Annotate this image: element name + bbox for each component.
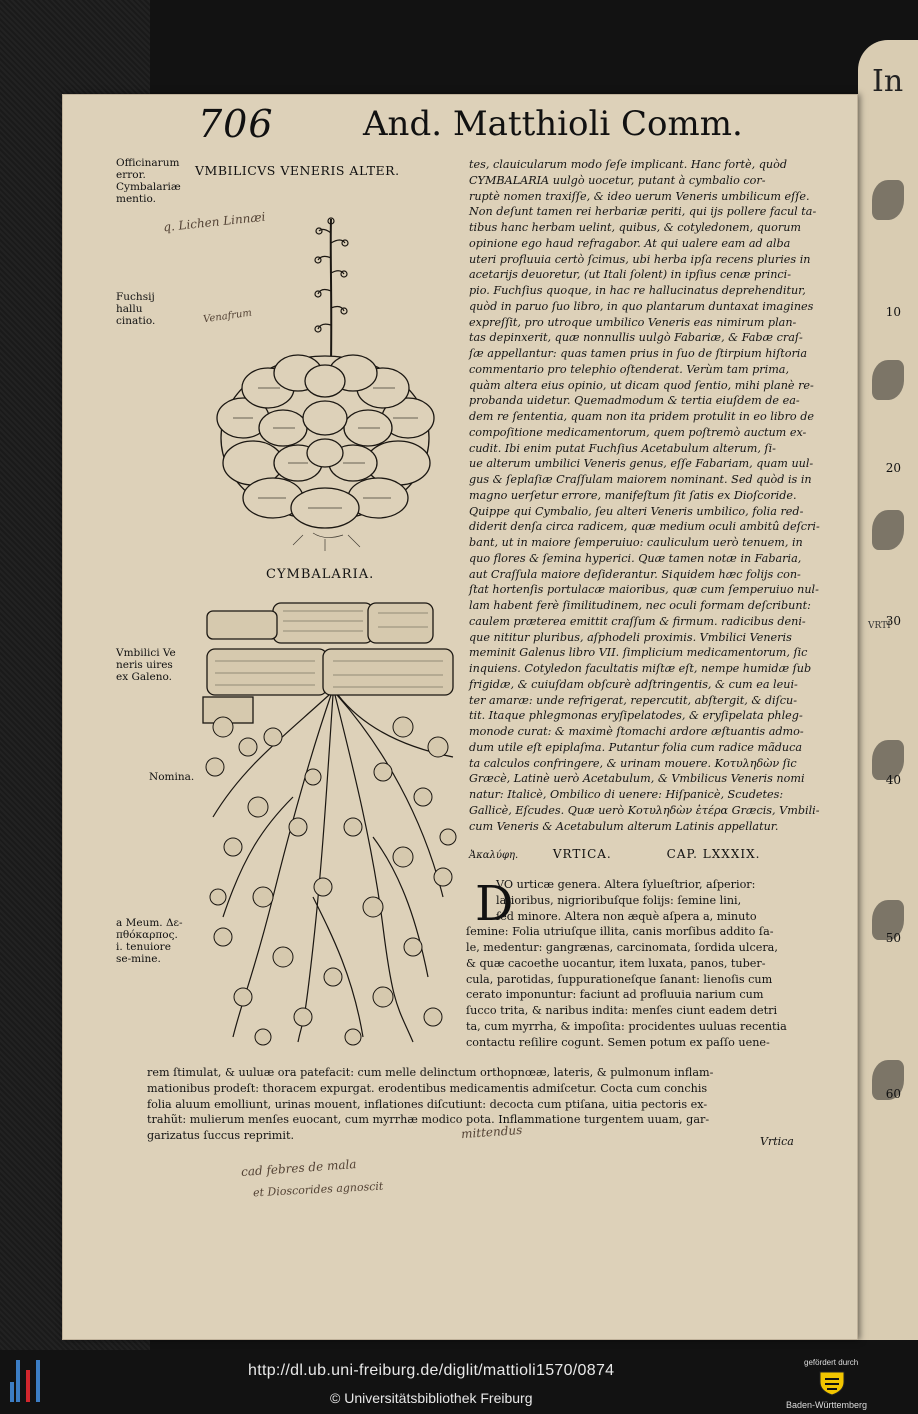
text-line: quàm altera eius opinio, ut dicam quod ſentio, mihi planè re-: [469, 378, 814, 392]
text-line: meminit Galenus libro VII. ſimplicium medicamentorum, ſic: [469, 646, 808, 660]
chapter-title: VRTICA.: [552, 847, 612, 861]
funder-name: Baden-Württemberg: [786, 1400, 868, 1410]
facing-page-initial: In: [872, 64, 904, 99]
document-url[interactable]: http://dl.ub.uni-freiburg.de/diglit/mattioli1570/0874: [248, 1362, 615, 1379]
viewer-footer: [0, 1350, 900, 1414]
text-line: diderit denſa circa radicem, quæ medium oculi ambitû deſcri-: [469, 520, 820, 534]
text-line: ta calculos confringere, & urinam mouere. Κοτυληδὼν ſic: [469, 756, 797, 770]
library-logo-icon: [10, 1360, 46, 1402]
text-line: magno uerſetur errore, manifeſtum ſit ſatis ex Dioſcoride.: [469, 488, 797, 502]
line-number: 20: [885, 461, 901, 475]
text-line: latioribus, nigrioribuſque folijs: ſemine lini,: [496, 893, 742, 907]
text-line: compoſitione medicamentorum, quem poſtremò auctum ex-: [469, 425, 807, 439]
text-line: que nititur pluribus, aſphodeli proximis. Vmbilici Veneris: [469, 630, 792, 644]
text-line: cum Veneris & Acetabulum alterum Latinis appellatur.: [469, 819, 779, 833]
text-line: dem re ſententia, quam non ita pridem protulit in eo libro de: [469, 410, 814, 423]
book-page: [62, 94, 901, 1340]
umbilicus-veneris-woodcut: [203, 597, 461, 1055]
facing-page-edge: [858, 40, 918, 1340]
text-line: Gallicè, Eſcudes. Quæ uerò Κοτυληδὼν ἑτέρα Græcis, Vmbili-: [469, 803, 820, 817]
text-line: frigidæ, & cuiuſdam obſcurè adſtringentis, & cum ea leui-: [469, 677, 798, 691]
handwritten-annotation: Venafrum: [202, 307, 253, 326]
facing-leaf-illustration: [872, 510, 904, 550]
text-line: bant, ut in maiore ſemperuiuo: cauliculum uerò tenuem, in: [469, 536, 803, 549]
text-line: tibus hanc herbam uelint, quibus, & cotyledonem, quorum: [469, 221, 802, 234]
text-line: rem ſtimulat, & uuluæ ora patefacit: cum melle delinctum orthopnœæ, lateris, & pulmonum inflam-: [147, 1066, 714, 1079]
catchword: Vrtica: [760, 1135, 794, 1148]
text-line: dum utile eſt epiplaſma. Putantur folia cum radice mãduca: [469, 740, 803, 754]
text-line: lam habent ferè ſimilitudinem, nec oculi formam deſcribunt:: [469, 599, 811, 612]
cymbalaria-woodcut: [213, 213, 438, 553]
facing-leaf-illustration: [872, 180, 904, 220]
text-line: ter amaræ: unde refrigerat, repercutit, abſtergit, & diſcu-: [469, 693, 798, 707]
line-number: 30: [885, 614, 901, 628]
handwritten-annotation: cad febres de mala: [240, 1156, 357, 1180]
text-line: caulem præterea emittit craſſum & firmum. radicibus deni-: [469, 614, 806, 628]
chapter-heading: [469, 847, 799, 861]
text-line: gus & ſeplaſiæ Craſſulam maiorem nominant. Sed quòd is in: [469, 473, 812, 486]
text-line: ſemine: Folia utriuſque illita, canis morſibus addito ſa-: [466, 925, 774, 939]
figure-title: VMBILICVS VENERIS ALTER.: [195, 163, 400, 178]
chapter-number: CAP. LXXXIX.: [666, 847, 761, 861]
line-number: 50: [885, 931, 901, 945]
text-line: & quæ cacoethe uocantur, item luxata, panos, tuber-: [466, 956, 766, 970]
line-number: 60: [885, 1087, 901, 1101]
text-line: ta, cum myrrha, & impoſita: procidentes uuluas recentia: [466, 1019, 787, 1033]
text-line: Græcè, Latinè uerò Acetabulum, & Vmbilicus Veneris nomi: [469, 772, 805, 786]
text-line: commentario pro telephio oſtenderat. Verùm tam prima,: [469, 362, 790, 376]
chapter-text-column: [466, 877, 799, 1050]
main-text-column: [469, 157, 820, 834]
text-line: VO urticæ genera. Altera ſylueſtrior, aſperior:: [496, 878, 756, 891]
text-line: Non deſunt tamen rei herbariæ periti, qui ijs pollere facul ta-: [469, 205, 817, 219]
handwritten-annotation: q. Lichen Linnæi: [162, 209, 267, 235]
text-line: cula, parotidas, ſuppurationeſque ſanant: lienoſis cum: [466, 972, 773, 986]
text-line: monode curat: & maximè ſtomachi ardore æſtuantis admo-: [469, 725, 804, 738]
text-line: ue alterum umbilici Veneris genus, eſſe Fabariam, quam uul-: [469, 457, 814, 471]
text-line: CYMBALARIA uulgò uocetur, putant à cymbalio cor-: [469, 173, 766, 187]
handwritten-annotation: mittendus: [460, 1122, 523, 1142]
text-line: cudit. Ibi enim putat Fuchſius Acetabulum alterum, ſi-: [469, 441, 776, 455]
text-line: tes, clauicularum modo ſeſe implicant. Hanc fortè, quòd: [469, 158, 788, 171]
text-line: ruptè nomen traxiſſe, & ideo uerum Veneris umbilicum eſſe.: [469, 189, 810, 203]
line-number: 40: [885, 773, 901, 787]
text-line: ſed minore. Altera non æquè aſpera a, minuto: [496, 909, 757, 923]
text-line: tit. Itaque phlegmonas eryſipelatodes, & eryſipelata phleg-: [469, 709, 803, 723]
text-line: mationibus prodeſt: thoracem expurgat. erodentibus medicamentis admiſcetur. Cocta cum conchis: [147, 1081, 708, 1095]
figure-caption: CYMBALARIA.: [266, 567, 375, 582]
drop-capital: D: [475, 876, 514, 932]
handwritten-annotation: et Dioscorides agnoscit: [252, 1179, 384, 1200]
page-number: 706: [198, 102, 274, 146]
text-line: acetarijs deuoretur, (ut Itali ſolent) in ipſius cenæ princi-: [469, 268, 792, 282]
margin-note: Vmbilici Ve neris uires ex Galeno.: [116, 647, 176, 683]
text-line: ſucco trita, & naribus indita: menſes ciunt eadem detri: [466, 1004, 778, 1017]
text-line: quo flores & ſemina hyperici. Quæ tamen notæ in Fabaria,: [469, 551, 802, 565]
text-line: uteri profluuia certò ſcimus, ubi herba ipſa recens pluries in: [469, 252, 811, 266]
margin-note: Fuchsij hallu cinatio.: [116, 291, 156, 327]
text-line: folia aluum emolliunt, urinas mouent, inflationes diſcutiunt: decocta cum ptiſana, uitia pectoris ex-: [147, 1097, 708, 1111]
funder-label: gefördert durch: [804, 1358, 859, 1367]
text-line: ſæ appellantur: quas tamen prius in ſuo de ſtirpium hiſtoria: [469, 347, 808, 360]
margin-note: Officinarum error. Cymbalariæ mentio.: [116, 157, 181, 205]
margin-note: Nomina.: [149, 771, 195, 783]
text-line: tas depinxerit, quæ nonnullis uulgò Fabariæ, & Fabæ craſ-: [469, 331, 803, 345]
text-line: Quippe qui Cymbalio, ſeu alteri Veneris umbilico, folia red-: [469, 504, 804, 518]
chapter-greek-name: Ἀκαλύφη.: [469, 850, 519, 861]
facing-leaf-illustration: [872, 360, 904, 400]
state-coat-of-arms-icon: [816, 1370, 848, 1396]
text-line: expreſſit, pro utroque umbilico Veneris eas nimirum plan-: [469, 315, 797, 329]
text-line: aut Craſſula maiore deſiderantur. Siquidem hæc folijs con-: [469, 567, 801, 581]
running-title: And. Matthioli Comm.: [363, 104, 743, 144]
text-line: pio. Fuchſius quoque, in hac re hallucinatus deprehenditur,: [469, 284, 806, 297]
text-line: contactu reſilire cogunt. Semen potum ex paſſo uene-: [466, 1035, 770, 1049]
text-line: opinione ego haud refragabor. At qui ualere eam ad alba: [469, 236, 791, 250]
text-line: natur: Italicè, Ombilico di uenere: Hiſpanicè, Scudetes:: [469, 788, 784, 801]
facing-page-text: VRTI: [868, 621, 891, 631]
text-line: garizatus ſuccus reprimit.: [147, 1129, 294, 1142]
text-line: cerato imponuntur: faciunt ad profluuia narium cum: [466, 988, 764, 1002]
line-number: 10: [885, 305, 901, 319]
text-line: trahũt: mulierum menſes euocant, cum myrrhæ modico pota. Inflammatione turgentem uuam, gar-: [147, 1113, 710, 1127]
text-line: inquiens. Cotyledon facultatis miſtæ eſt, nempe humidæ ſub: [469, 662, 812, 675]
text-line: quòd in paruo ſuo libro, in quo plantarum duntaxat imagines: [469, 299, 814, 313]
text-line: le, medentur: gangrænas, carcinomata, ſordida ulcera,: [466, 941, 778, 954]
text-line: ſtat hortenſis portulacæ maioribus, quæ cum ſemperuiuo nul-: [469, 583, 819, 597]
margin-note: a Meum. Δε-πθόκαρπος. i. tenuiore se-mine.: [116, 917, 183, 965]
copyright-notice: © Universitätsbibliothek Freiburg: [330, 1390, 533, 1406]
text-line: probanda uidetur. Quemadmodum & tertia eiuſdem de ea-: [469, 394, 800, 408]
